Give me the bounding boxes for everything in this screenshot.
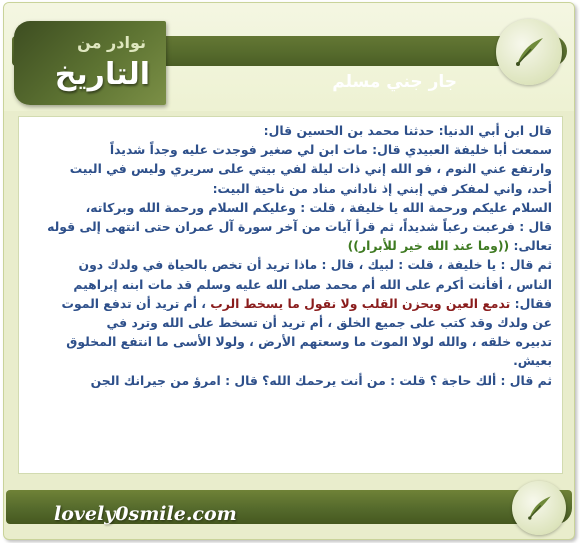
site-link[interactable]: lovely0smile.com <box>54 503 237 525</box>
story-line: الناس ، أفأنت أكرم على الله أم محمد صلى الله عليه وسلم قد مات ابنه إبراهيم <box>73 276 552 292</box>
story-line: قال : فرعبت رعباً شديداً، ثم قرأ آيات من آخر سورة آل عمران حتى انتهى إلى قوله <box>47 219 552 235</box>
footer-bar <box>6 490 572 524</box>
hadith-quote: تدمع العين ويحزن القلب ولا نقول ما يسخط الرب <box>210 295 511 311</box>
story-line: عن ولدك وقد كتب على جميع الخلق ، أم تريد أن تسخط على الله وترد في <box>106 315 552 331</box>
verse-prefix: تعالى: <box>513 238 552 254</box>
hadith-prefix: فقال: <box>514 295 552 311</box>
header <box>4 3 574 111</box>
story-line: ثم قال : يا خليفة ، قلت : لبيك ، قال : ماذا تريد أن تخص بالحياة في ولدك دون <box>78 257 552 273</box>
quran-verse: ((وما عند الله خير للأبرار)) <box>347 238 510 254</box>
logo-title: التاريخ <box>54 57 150 92</box>
story-line: سمعت أبا خليفة العبيدي قال: مات ابن لي صغير فوجدت عليه وجداً شديداً <box>109 142 552 158</box>
story-title: جار جني مسلم <box>332 72 457 92</box>
logo-subtitle: نوادر من <box>77 33 146 52</box>
quill-icon <box>511 35 547 69</box>
story-card <box>3 2 575 540</box>
logo <box>14 21 166 105</box>
story-line: وارتفع عني النوم ، فو الله إني ذات ليلة لفي بيتي على سريري وليس في البيت <box>69 161 552 177</box>
story-line: ثم قال : ألك حاجة ؟ قلت : من أنت يرحمك الله؟ قال : امرؤ من جيرانك الجن <box>90 372 552 388</box>
story-line: بعيش. <box>513 353 552 369</box>
story-line: السلام عليكم ورحمة الله يا خليفة ، قلت : وعليكم السلام ورحمة الله وبركاته، <box>85 199 552 215</box>
footer-badge <box>512 481 566 535</box>
story-line: قال ابن أبي الدنيا: حدثنا محمد بن الحسين قال: <box>263 123 552 138</box>
footer <box>6 481 572 533</box>
hadith-suffix: ، أم تريد أن تدفع الموت <box>61 295 206 311</box>
header-badge <box>496 19 562 85</box>
story-line-hadith <box>29 294 552 313</box>
story-body <box>18 116 563 474</box>
quill-icon <box>524 493 554 523</box>
story-line-verse <box>29 236 552 255</box>
story-line: أحد، واني لمفكر في إبني إذ ناداني مناد من ناحية البيت: <box>212 180 552 196</box>
story-line: تدبيره خلقه ، والله لولا الموت ما وسعتهم الأرض ، ولولا الأسى ما انتفع المخلوق <box>66 334 552 350</box>
